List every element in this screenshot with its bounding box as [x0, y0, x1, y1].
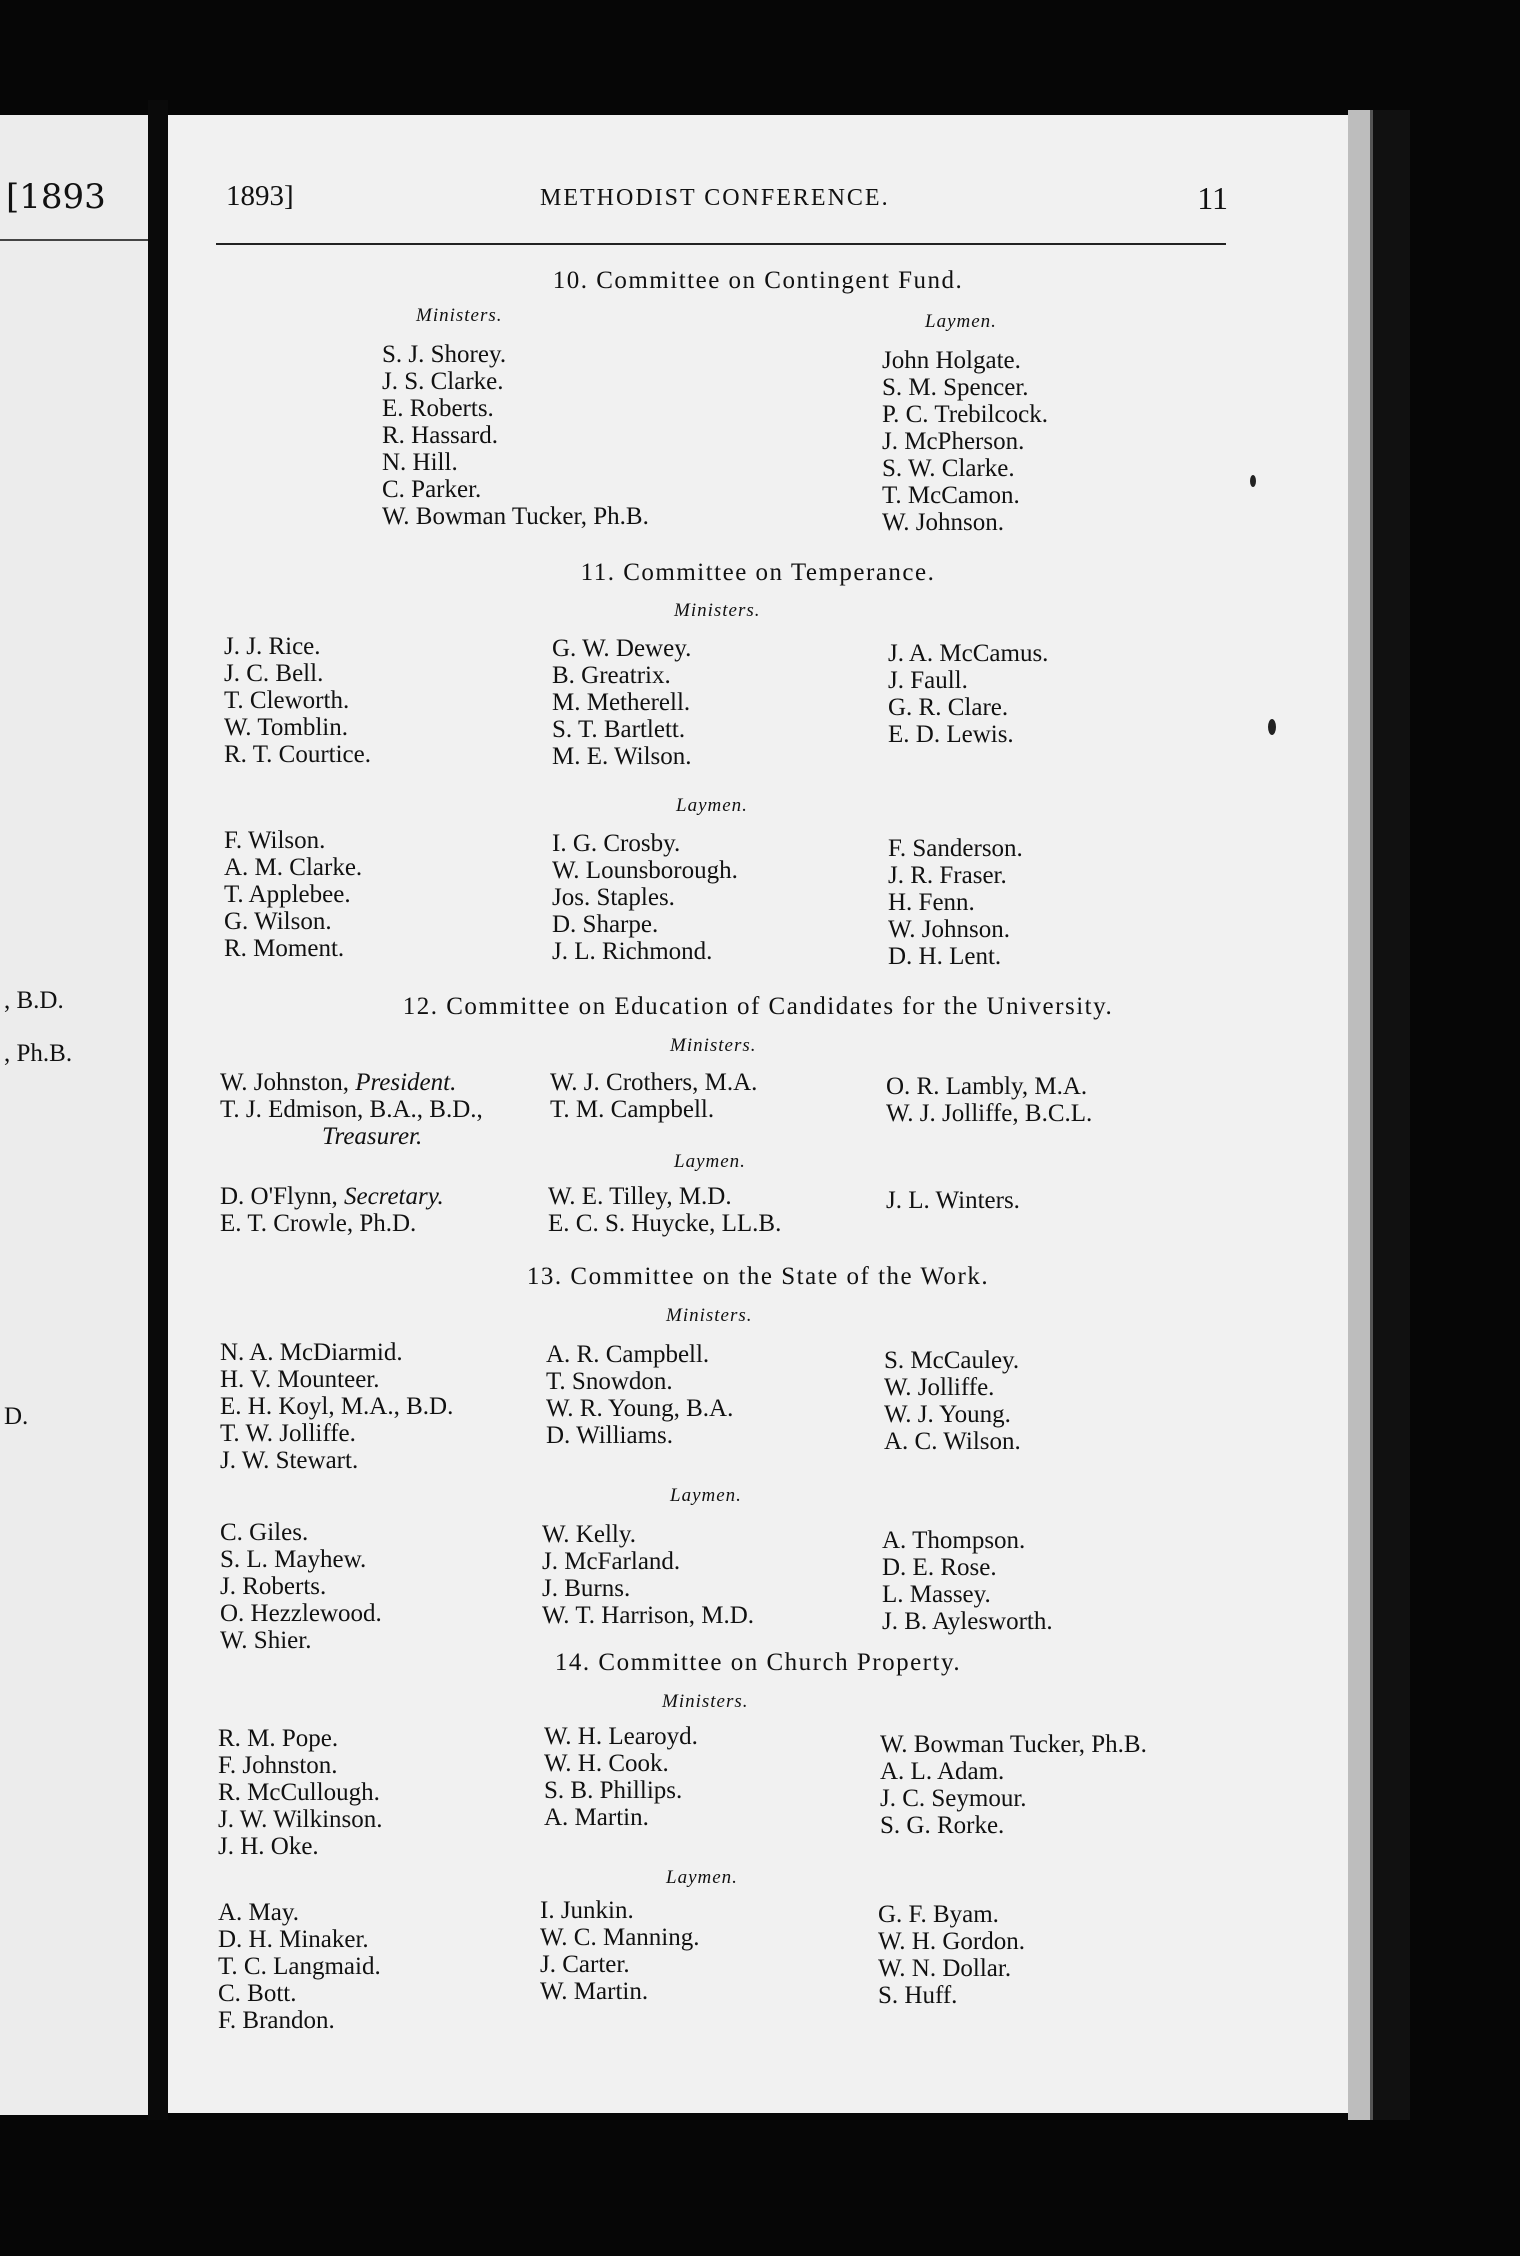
section-14-laymen-col-1 [218, 1899, 381, 2034]
list-item: J. Faull. [888, 667, 968, 694]
running-header-year: 1893] [226, 180, 294, 212]
list-item: C. Parker. [382, 476, 482, 503]
section-11-laymen-col-3 [888, 835, 1023, 970]
list-item: L. Massey. [882, 1581, 991, 1608]
list-item: G. F. Byam. [878, 1901, 999, 1928]
section-12-title: 12. Committee on Education of Candidates for the University. [402, 993, 1114, 1020]
list-item: W. Johnson. [888, 916, 1011, 943]
list-item: R. T. Courtice. [224, 741, 371, 768]
list-item: A. R. Campbell. [546, 1341, 710, 1368]
list-item: W. N. Dollar. [878, 1955, 1012, 1982]
list-item: O. R. Lambly, M.A. [886, 1073, 1088, 1100]
section-13-ministers-col-1 [220, 1339, 453, 1474]
section-13-title: 13. Committee on the State of the Work. [526, 1263, 990, 1290]
section-14-ministers-label: Ministers. [662, 1691, 749, 1712]
section-11-title: 11. Committee on Temperance. [580, 559, 936, 586]
list-item: J. W. Wilkinson. [218, 1806, 383, 1833]
scan-speck [1250, 475, 1256, 487]
section-12-ministers-label: Ministers. [670, 1035, 757, 1056]
section-12-laymen-label: Laymen. [674, 1151, 746, 1172]
list-item: T. J. Edmison, B.A., B.D., [220, 1096, 483, 1123]
section-10-ministers-list [382, 341, 649, 530]
section-13-laymen-col-2 [542, 1521, 754, 1629]
list-item: D. H. Minaker. [218, 1926, 369, 1953]
member-role: Secretary. [343, 1183, 444, 1210]
list-item: J. Carter. [540, 1951, 630, 1978]
list-item: T. M. Campbell. [550, 1096, 715, 1123]
list-item: W. Bowman Tucker, Ph.B. [382, 503, 649, 530]
list-item: J. L. Richmond. [552, 938, 713, 965]
previous-page-fragment: , B.D. [4, 987, 64, 1014]
section-10-laymen-list [882, 347, 1048, 536]
list-item: T. Snowdon. [546, 1368, 673, 1395]
document-page [168, 115, 1348, 2113]
list-item: J. McPherson. [882, 428, 1025, 455]
section-11-laymen-label: Laymen. [676, 795, 748, 816]
section-12-laymen-col-1 [220, 1183, 444, 1237]
list-item: R. M. Pope. [218, 1725, 339, 1752]
list-item: W. C. Manning. [540, 1924, 700, 1951]
list-item: W. J. Young. [884, 1401, 1011, 1428]
section-10-laymen-label: Laymen. [925, 311, 997, 332]
list-item: N. Hill. [382, 449, 458, 476]
list-item: A. C. Wilson. [884, 1428, 1021, 1455]
list-item: J. R. Fraser. [888, 862, 1007, 889]
previous-page-edge [0, 115, 148, 2115]
list-item: John Holgate. [882, 347, 1021, 374]
list-item: A. Martin. [544, 1804, 649, 1831]
list-item: D. H. Lent. [888, 943, 1002, 970]
list-item: R. Hassard. [382, 422, 498, 449]
list-item: T. Cleworth. [224, 687, 350, 714]
list-item: J. W. Stewart. [220, 1447, 359, 1474]
list-item: D. Williams. [546, 1422, 674, 1449]
section-12-ministers-col-1 [220, 1069, 483, 1150]
list-item: S. McCauley. [884, 1347, 1020, 1374]
list-item: E. Roberts. [382, 395, 494, 422]
list-item: J. H. Oke. [218, 1833, 319, 1860]
section-13-laymen-col-3 [882, 1527, 1053, 1635]
list-item: W. E. Tilley, M.D. [548, 1183, 732, 1210]
list-item: W. H. Cook. [544, 1750, 669, 1777]
list-item: C. Giles. [220, 1519, 309, 1546]
member-role: President. [355, 1069, 457, 1096]
list-item: G. Wilson. [224, 908, 332, 935]
list-item: P. C. Trebilcock. [882, 401, 1049, 428]
section-11-laymen-col-1 [224, 827, 362, 962]
list-item: W. Lounsborough. [552, 857, 738, 884]
list-item: W. Shier. [220, 1627, 312, 1654]
list-item: A. May. [218, 1899, 300, 1926]
previous-page-fragment: , Ph.B. [4, 1040, 73, 1067]
list-item: F. Johnston. [218, 1752, 338, 1779]
list-item: A. Thompson. [882, 1527, 1026, 1554]
previous-page-rule [0, 239, 148, 241]
section-12-ministers-col-3 [886, 1073, 1092, 1127]
list-item: S. J. Shorey. [382, 341, 507, 368]
list-item: W. Tomblin. [224, 714, 348, 741]
previous-page-fragment: D. [4, 1403, 29, 1430]
section-14-ministers-col-2 [544, 1723, 698, 1831]
page-edge-stack [1348, 110, 1370, 2120]
list-item: F. Brandon. [218, 2007, 335, 2034]
section-10-ministers-label: Ministers. [416, 305, 503, 326]
list-item: J. B. Aylesworth. [882, 1608, 1053, 1635]
list-item: W. Bowman Tucker, Ph.B. [880, 1731, 1147, 1758]
list-item: F. Sanderson. [888, 835, 1023, 862]
list-item: E. C. S. Huycke, LL.B. [548, 1210, 782, 1237]
list-item: W. H. Learoyd. [544, 1723, 698, 1750]
list-item: G. W. Dewey. [552, 635, 692, 662]
section-14-laymen-col-3 [878, 1901, 1025, 2009]
section-12-ministers-col-2 [550, 1069, 757, 1123]
scan-speck [1268, 719, 1276, 735]
section-14-ministers-col-3 [880, 1731, 1147, 1839]
member-name: W. Johnston, [220, 1069, 349, 1096]
section-14-laymen-label: Laymen. [666, 1867, 738, 1888]
book-cover-edge [1370, 110, 1410, 2120]
section-10-title: 10. Committee on Contingent Fund. [552, 267, 964, 294]
list-item: O. Hezzlewood. [220, 1600, 382, 1627]
list-item: Jos. Staples. [552, 884, 675, 911]
section-14-title: 14. Committee on Church Property. [554, 1649, 962, 1676]
list-item: W. Jolliffe. [884, 1374, 995, 1401]
section-12-laymen-col-3 [886, 1187, 1020, 1214]
list-item: D. Sharpe. [552, 911, 659, 938]
list-item: J. C. Seymour. [880, 1785, 1027, 1812]
list-item: M. Metherell. [552, 689, 691, 716]
section-13-ministers-col-3 [884, 1347, 1021, 1455]
list-item: E. D. Lewis. [888, 721, 1014, 748]
list-item: S. G. Rorke. [880, 1812, 1005, 1839]
list-item: W. H. Gordon. [878, 1928, 1025, 1955]
list-item: T. McCamon. [882, 482, 1020, 509]
section-14-laymen-col-2 [540, 1897, 700, 2005]
section-11-ministers-label: Ministers. [674, 600, 761, 621]
list-item: W. T. Harrison, M.D. [542, 1602, 755, 1629]
list-item: W. Johnson. [882, 509, 1005, 536]
list-item: C. Bott. [218, 1980, 297, 2007]
list-item: W. Martin. [540, 1978, 649, 2005]
list-item: J. A. McCamus. [888, 640, 1049, 667]
list-item: E. H. Koyl, M.A., B.D. [220, 1393, 454, 1420]
list-item: I. Junkin. [540, 1897, 634, 1924]
list-item: A. M. Clarke. [224, 854, 363, 881]
section-11-laymen-col-2 [552, 830, 738, 965]
member-role: Treasurer. [322, 1123, 423, 1150]
list-item: T. W. Jolliffe. [220, 1420, 356, 1447]
list-item: N. A. McDiarmid. [220, 1339, 403, 1366]
list-item: J. J. Rice. [224, 633, 321, 660]
list-item: J. Roberts. [220, 1573, 327, 1600]
section-13-ministers-label: Ministers. [666, 1305, 753, 1326]
list-item: J. Burns. [542, 1575, 631, 1602]
list-item: W. J. Jolliffe, B.C.L. [886, 1100, 1093, 1127]
list-item: E. T. Crowle, Ph.D. [220, 1210, 417, 1237]
header-rule [216, 243, 1226, 245]
list-item: G. R. Clare. [888, 694, 1009, 721]
list-item: J. McFarland. [542, 1548, 681, 1575]
section-11-ministers-col-2 [552, 635, 692, 770]
book-gutter [148, 100, 168, 2120]
list-item: J. S. Clarke. [382, 368, 504, 395]
member-name: D. O'Flynn, [220, 1183, 338, 1210]
list-item: D. E. Rose. [882, 1554, 997, 1581]
list-item: S. M. Spencer. [882, 374, 1029, 401]
list-item: T. Applebee. [224, 881, 351, 908]
section-13-ministers-col-2 [546, 1341, 733, 1449]
section-12-laymen-col-2 [548, 1183, 781, 1237]
section-11-ministers-col-3 [888, 640, 1048, 748]
list-item: J. C. Bell. [224, 660, 324, 687]
section-13-laymen-col-1 [220, 1519, 382, 1654]
list-item: S. B. Phillips. [544, 1777, 683, 1804]
list-item: H. Fenn. [888, 889, 975, 916]
list-item: H. V. Mounteer. [220, 1366, 380, 1393]
list-item: A. L. Adam. [880, 1758, 1005, 1785]
list-item: S. T. Bartlett. [552, 716, 686, 743]
list-item: S. L. Mayhew. [220, 1546, 367, 1573]
list-item: R. McCullough. [218, 1779, 380, 1806]
list-item: I. G. Crosby. [552, 830, 681, 857]
list-item: S. W. Clarke. [882, 455, 1015, 482]
running-header-title: METHODIST CONFERENCE. [540, 185, 890, 211]
list-item: W. Kelly. [542, 1521, 636, 1548]
list-item: F. Wilson. [224, 827, 326, 854]
list-item: T. C. Langmaid. [218, 1953, 381, 1980]
section-11-ministers-col-1 [224, 633, 371, 768]
list-item [220, 1069, 483, 1096]
list-item: M. E. Wilson. [552, 743, 692, 770]
section-13-laymen-label: Laymen. [670, 1485, 742, 1506]
list-item: J. L. Winters. [886, 1187, 1020, 1214]
list-item: R. Moment. [224, 935, 345, 962]
section-14-ministers-col-1 [218, 1725, 383, 1860]
list-item: B. Greatrix. [552, 662, 671, 689]
list-item: W. R. Young, B.A. [546, 1395, 734, 1422]
page-number: 11 [1197, 180, 1228, 216]
list-item: W. J. Crothers, M.A. [550, 1069, 758, 1096]
list-item: S. Huff. [878, 1982, 958, 2009]
list-item [220, 1183, 444, 1210]
previous-page-header: [1893 [6, 177, 106, 217]
